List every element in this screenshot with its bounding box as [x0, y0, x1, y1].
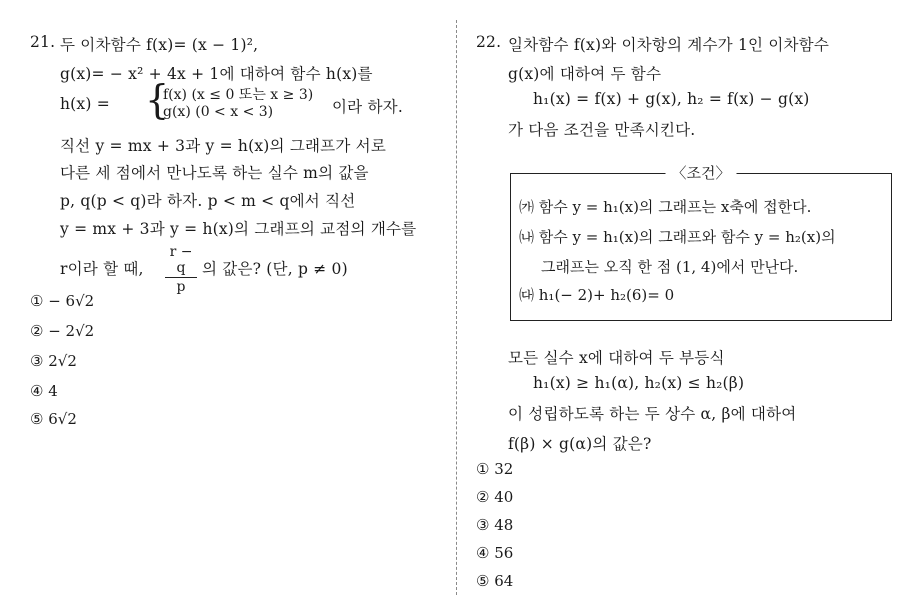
q21-line7: y = mx + 3과 y = h(x)의 그래프의 교점의 개수를 — [60, 220, 417, 238]
column-divider — [456, 20, 457, 595]
condition-3: ㈐ h₁(− 2)+ h₂(6)= 0 — [519, 286, 675, 304]
q21-brace: { — [145, 76, 170, 124]
q21-line6: p, q(p < q)라 하자. p < m < q에서 직선 — [60, 192, 356, 210]
q22-line4: 가 다음 조건을 만족시킨다. — [508, 121, 696, 139]
q21-line2: g(x)= − x² + 4x + 1에 대하여 함수 h(x)를 — [60, 65, 373, 83]
q21-choice-5[interactable]: ⑤ 6√2 — [30, 410, 77, 428]
q21-fraction — [165, 244, 197, 295]
q21-line1: 두 이차함수 f(x)= (x − 1)², — [60, 36, 259, 54]
q21-choice-2[interactable]: ② − 2√2 — [30, 322, 95, 340]
q22-line8: f(β) × g(α)의 값은? — [508, 435, 652, 453]
q22-line7: 이 성립하도록 하는 두 상수 α, β에 대하여 — [508, 405, 797, 423]
q21-number: 21. — [30, 33, 56, 51]
q22-line3: h₁(x) = f(x) + g(x), h₂ = f(x) − g(x) — [533, 90, 810, 108]
q22-line1: 일차함수 f(x)와 이차항의 계수가 1인 이차함수 — [508, 36, 830, 54]
condition-box-title: 〈조건〉 — [666, 162, 737, 183]
q21-h-label: h(x) = — [60, 95, 110, 113]
q21-line8-prefix: r이라 할 때, — [60, 260, 144, 278]
q22-line5: 모든 실수 x에 대하여 두 부등식 — [508, 349, 725, 367]
q22-choice-2[interactable]: ② 40 — [476, 488, 514, 506]
q21-piece1: f(x) (x ≤ 0 또는 x ≥ 3) — [163, 87, 314, 103]
q21-line8-suffix: 의 값은? (단, p ≠ 0) — [202, 260, 348, 278]
condition-1: ㈎ 함수 y = h₁(x)의 그래프는 x축에 접한다. — [519, 198, 812, 216]
q22-choice-1[interactable]: ① 32 — [476, 460, 514, 478]
q21-line4: 직선 y = mx + 3과 y = h(x)의 그래프가 서로 — [60, 137, 386, 155]
q22-number: 22. — [476, 33, 502, 51]
q22-choice-5[interactable]: ⑤ 64 — [476, 572, 514, 590]
q21-frac-denominator: p — [176, 279, 186, 295]
condition-box — [510, 164, 892, 321]
q22-line6: h₁(x) ≥ h₁(α), h₂(x) ≤ h₂(β) — [533, 374, 745, 392]
q21-piece2: g(x) (0 < x < 3) — [163, 104, 274, 120]
condition-2: ㈏ 함수 y = h₁(x)의 그래프와 함수 y = h₂(x)의 — [519, 228, 836, 246]
q21-frac-bar — [165, 277, 197, 278]
condition-2-cont: 그래프는 오직 한 점 (1, 4)에서 만난다. — [541, 258, 799, 276]
q21-choice-4[interactable]: ④ 4 — [30, 382, 58, 400]
q22-line2: g(x)에 대하여 두 함수 — [508, 65, 662, 83]
q21-line5: 다른 세 점에서 만나도록 하는 실수 m의 값을 — [60, 164, 369, 182]
q21-choice-1[interactable]: ① − 6√2 — [30, 292, 95, 310]
q22-choice-3[interactable]: ③ 48 — [476, 516, 514, 534]
q21-frac-numerator: r − q — [169, 244, 193, 276]
q21-choice-3[interactable]: ③ 2√2 — [30, 352, 77, 370]
q22-choice-4[interactable]: ④ 56 — [476, 544, 514, 562]
q21-piece-suffix: 이라 하자. — [332, 98, 403, 116]
